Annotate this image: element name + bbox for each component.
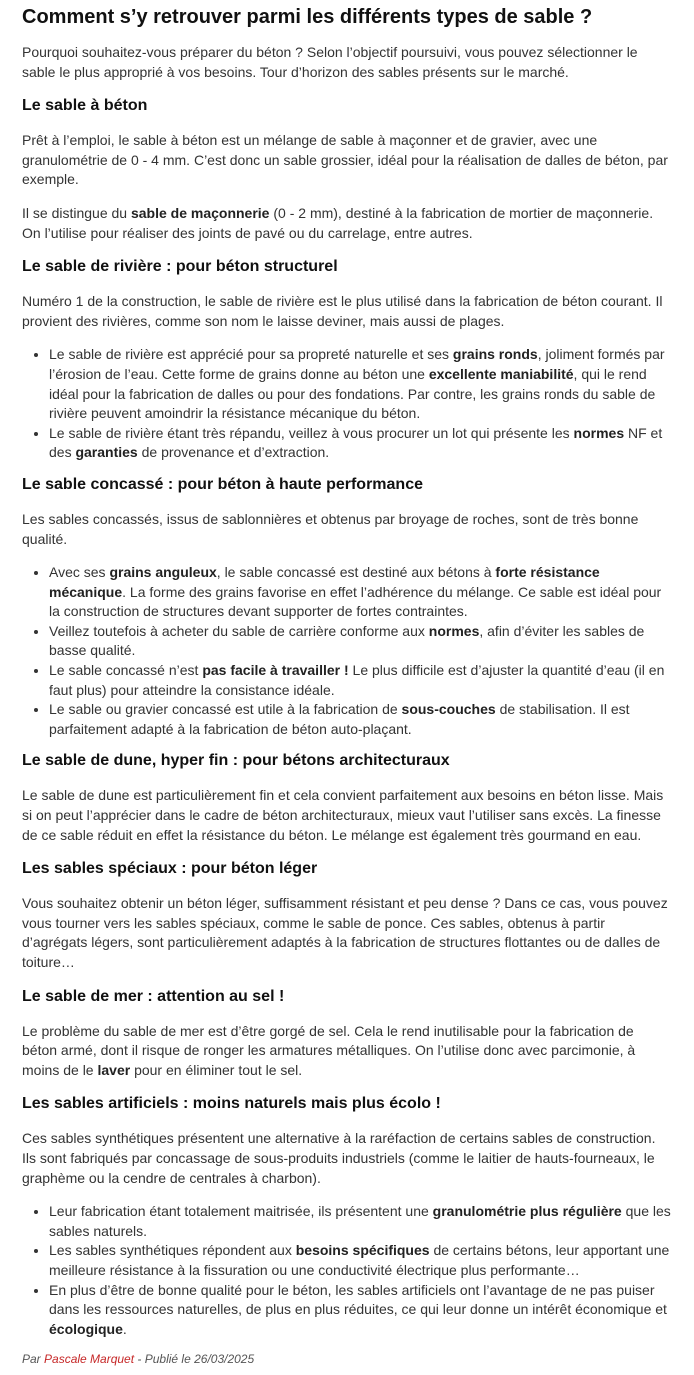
list-item — [49, 424, 672, 463]
text-run: que les sables naturels. — [49, 1203, 671, 1239]
list-item — [49, 1241, 672, 1280]
text-run: Vous souhaitez obtenir un béton léger, suffisamment résistant et peu dense ? Dans ce cas, vous pouvez vous tourner vers les sables spéciaux, comme le sable de ponce. Ces sables, obtenus à partir d’agrégats légers, sont particulièrement adaptés à la fabrication de structures flottantes ou de dalles de toiture… — [22, 895, 668, 970]
list-item — [49, 700, 672, 739]
bold-text: écologique — [49, 1320, 123, 1337]
bold-text: garanties — [75, 444, 138, 461]
section-heading: Le sable à béton — [22, 97, 148, 115]
bold-text: granulométrie plus régulière — [432, 1203, 622, 1220]
text-run: Ces sables synthétiques présentent une alternative à la raréfaction de certains sables de construction. Ils sont fabriqués par concassage de sous-produits industriels (comme le laitier de hauts-fourneaux, le graphème ou la cendre de centrales à charbon). — [22, 1130, 656, 1186]
text-run: Le sable de rivière étant très répandu, veillez à vous procurer un lot qui présente les — [49, 424, 574, 441]
text-run: Le sable ou gravier concassé est utile à la fabrication de — [49, 701, 402, 718]
text-run: Le sable concassé n’est — [49, 662, 203, 679]
list-item — [49, 1281, 672, 1340]
text-run: Le sable de rivière est apprécié pour sa propreté naturelle et ses — [49, 346, 453, 363]
bold-text: excellente maniabilité — [428, 365, 574, 382]
bold-text: sable de maçonnerie — [130, 204, 270, 221]
text-run: de provenance et d’extraction. — [137, 444, 330, 461]
bold-text: normes — [428, 622, 480, 639]
article-sections — [22, 96, 672, 1339]
bold-text: sous-couches — [401, 701, 496, 718]
section-paragraph — [22, 204, 672, 243]
text-run: Avec ses — [49, 564, 110, 581]
text-run: Prêt à l’emploi, le sable à béton est un mélange de sable à maçonner et de gravier, avec une granulométrie de 0 - 4 mm. C’est donc un sable grossier, idéal pour la réalisation de dalles de béton, par exemple. — [22, 132, 668, 188]
text-run: Veillez toutefois à acheter du sable de carrière conforme aux — [49, 622, 429, 639]
page-title: Comment s’y retrouver parmi les différents types de sable ? — [22, 6, 593, 28]
text-run: NF et des — [49, 424, 663, 461]
section-paragraph — [22, 1129, 672, 1188]
section-paragraph — [22, 786, 672, 845]
list-item — [49, 345, 672, 423]
section-paragraph — [22, 510, 672, 549]
byline — [22, 1351, 672, 1367]
author-link[interactable]: Pascale Marquet — [44, 1352, 135, 1367]
section-heading: Les sables spéciaux : pour béton léger — [22, 860, 318, 878]
section-heading: Le sable concassé : pour béton à haute performance — [22, 475, 423, 493]
text-run: , afin d’éviter les sables de basse qualité. — [49, 622, 645, 659]
bullet-list — [22, 563, 672, 739]
text-run: . — [122, 1320, 127, 1337]
bold-text: pas facile à travailler ! — [202, 662, 349, 679]
bullet-list — [22, 1202, 672, 1339]
text-run: Leur fabrication étant totalement maitrisée, ils présentent une — [49, 1203, 433, 1220]
text-run: de stabilisation. Il est parfaitement adapté à la fabrication de béton auto-plaçant. — [49, 701, 630, 737]
text-run: En plus d’être de bonne qualité pour le béton, les sables artificiels ont l’avantage de ne pas puiser dans les ressources naturelles, de plus en plus réduites, ce qui leur donne un intérêt économique et — [49, 1281, 667, 1318]
byline-prefix: Par — [22, 1352, 45, 1367]
section-paragraph — [22, 292, 672, 331]
text-run: Le sable de dune est particulièrement fin et cela convient parfaitement aux besoins en béton lisse. Mais si on peut l’apprécier dans le cadre de béton architecturaux, mieux vaut l’utiliser sans excès. La finesse de ce sable réduit en effet la résistance du béton. Le mélange est également très gourmand en eau. — [22, 787, 664, 843]
text-run: (0 - 2 mm), destiné à la fabrication de mortier de maçonnerie. On l’utilise pour réaliser des joints de pavé ou du carrelage, entre autres. — [22, 204, 654, 241]
list-item — [49, 1202, 672, 1241]
text-run: , qui le rend idéal pour la fabrication de dalles ou pour des fondations. Par contre, les grains ronds du sable de rivière peuvent amoindrir la résistance mécanique du béton. — [49, 365, 656, 422]
section-paragraph — [22, 131, 672, 190]
byline-date: - Publié le 26/03/2025 — [134, 1352, 255, 1367]
text-run: Le problème du sable de mer est d’être gorgé de sel. Cela le rend inutilisable pour la fabrication de béton armé, dont il risque de ronger les armatures métalliques. On l’utilise donc avec parcimonie, à moins de le — [22, 1022, 636, 1078]
bold-text: grains anguleux — [109, 564, 217, 581]
text-run: pour en éliminer tout le sel. — [130, 1061, 303, 1078]
list-item — [49, 661, 672, 700]
section-heading: Les sables artificiels : moins naturels mais plus écolo ! — [22, 1095, 441, 1113]
intro-paragraph: Pourquoi souhaitez-vous préparer du béton ? Selon l’objectif poursuivi, vous pouvez sélectionner le sable le plus approprié à vos besoins. Tour d’horizon des sables présents sur le marché. — [22, 44, 638, 80]
bold-text: besoins spécifiques — [295, 1242, 430, 1259]
bold-text: forte résistance mécanique — [49, 564, 600, 600]
section-heading: Le sable de mer : attention au sel ! — [22, 987, 285, 1005]
text-run: . La forme des grains favorise en effet l’adhérence du mélange. Ce sable est idéal pour la construction de structures devant supporter de fortes contraintes. — [49, 583, 662, 620]
bold-text: laver — [97, 1061, 131, 1078]
bold-text: grains ronds — [452, 346, 538, 363]
section-paragraph — [22, 1022, 672, 1081]
list-item — [49, 622, 672, 661]
section-paragraph — [22, 894, 672, 972]
list-item — [49, 563, 672, 622]
text-run: Le plus difficile est d’ajuster la quantité d’eau (il en faut plus) pour atteindre la consistance idéale. — [49, 662, 665, 698]
bold-text: normes — [573, 424, 625, 441]
text-run: Les sables concassés, issus de sablonnières et obtenus par broyage de roches, sont de très bonne qualité. — [22, 510, 639, 547]
text-run: Il se distingue du — [22, 204, 131, 221]
bullet-list — [22, 345, 672, 463]
section-heading: Le sable de rivière : pour béton structurel — [22, 258, 338, 276]
text-run: , joliment formés par l’érosion de l’eau. Cette forme de grains donne au béton une — [49, 346, 665, 382]
text-run: Numéro 1 de la construction, le sable de rivière est le plus utilisé dans la fabrication de béton courant. Il provient des rivières, comme son nom le laisse deviner, mais aussi de plages. — [22, 293, 663, 329]
text-run: de certains bétons, leur apportant une meilleure résistance à la fissuration ou une conductivité électrique plus performante… — [49, 1242, 670, 1278]
section-heading: Le sable de dune, hyper fin : pour bétons architecturaux — [22, 752, 450, 770]
text-run: Les sables synthétiques répondent aux — [49, 1242, 296, 1259]
text-run: , le sable concassé est destiné aux bétons à — [216, 564, 496, 581]
